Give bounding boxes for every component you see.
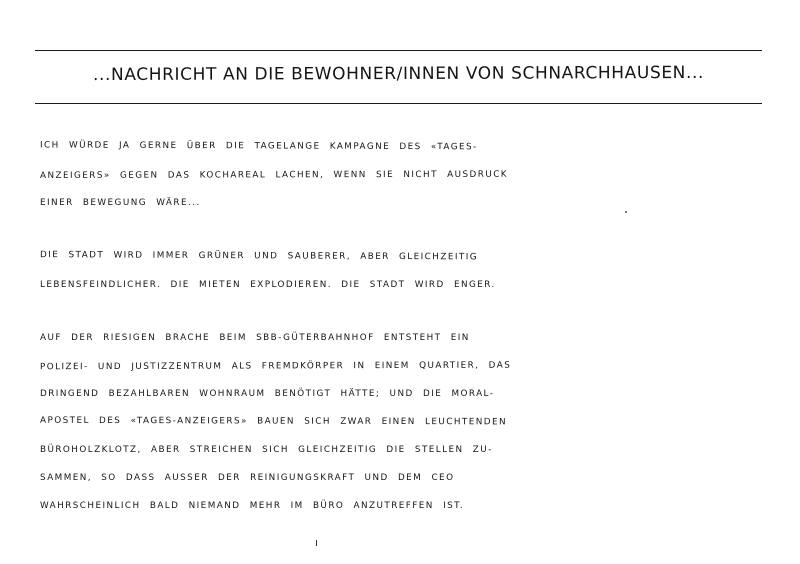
paragraph-3 — [40, 324, 760, 520]
top-divider-line — [35, 50, 762, 51]
text-line: DRINGEND BEZAHLBAREN WOHNRAUM BENÖTIGT HÄTTE; UND DIE MORAL- — [40, 389, 495, 399]
text-line: POLIZEI- UND JUSTIZZENTRUM ALS FREMDKÖRPER IN EINEM QUARTIER, DAS — [39, 360, 512, 373]
text-line: BÜROHOLZKLOTZ, ABER STREICHEN SICH GLEICHZEITIG DIE STELLEN ZU- — [40, 445, 493, 455]
paragraph-1 — [40, 133, 760, 217]
document-heading: ...NACHRICHT AN DIE BEWOHNER/INNEN VON SCHNARCHHAUSEN... — [92, 62, 705, 86]
text-line: APOSTEL DES «TAGES-ANZEIGERS» BAUEN SICH ZWAR EINEN LEUCHTENDEN — [39, 415, 508, 428]
paragraph-2 — [40, 243, 760, 299]
bottom-divider-line — [35, 103, 762, 104]
text-line: DIE STADT WIRD IMMER GRÜNER UND SAUBERER, ABER GLEICHZEITIG — [39, 250, 479, 263]
text-line: WAHRSCHEINLICH BALD NIEMAND MEHR IM BÜRO ANZUTREFFEN IST. — [40, 501, 465, 511]
text-line: EINER BEWEGUNG WÄRE... — [40, 198, 201, 208]
text-line: ANZEIGERS» GEGEN DAS KOCHAREAL LACHEN, WENN SIE NICHT AUSDRUCK — [39, 169, 509, 181]
text-line: SAMMEN, SO DASS AUSSER DER REINIGUNGSKRAFT UND DEM CEO — [40, 473, 455, 483]
text-line: LEBENSFEINDLICHER. DIE MIETEN EXPLODIEREN. DIE STADT WIRD ENGER. — [40, 280, 496, 290]
text-line: AUF DER RIESIGEN BRACHE BEIM SBB-GÜTERBAHNHOF ENTSTEHT EIN — [40, 333, 470, 343]
text-line: ICH WÜRDE JA GERNE ÜBER DIE TAGELANGE KAMPAGNE DES «TAGES- — [39, 140, 478, 153]
ink-speck — [625, 211, 627, 213]
stray-pen-mark — [316, 540, 317, 546]
